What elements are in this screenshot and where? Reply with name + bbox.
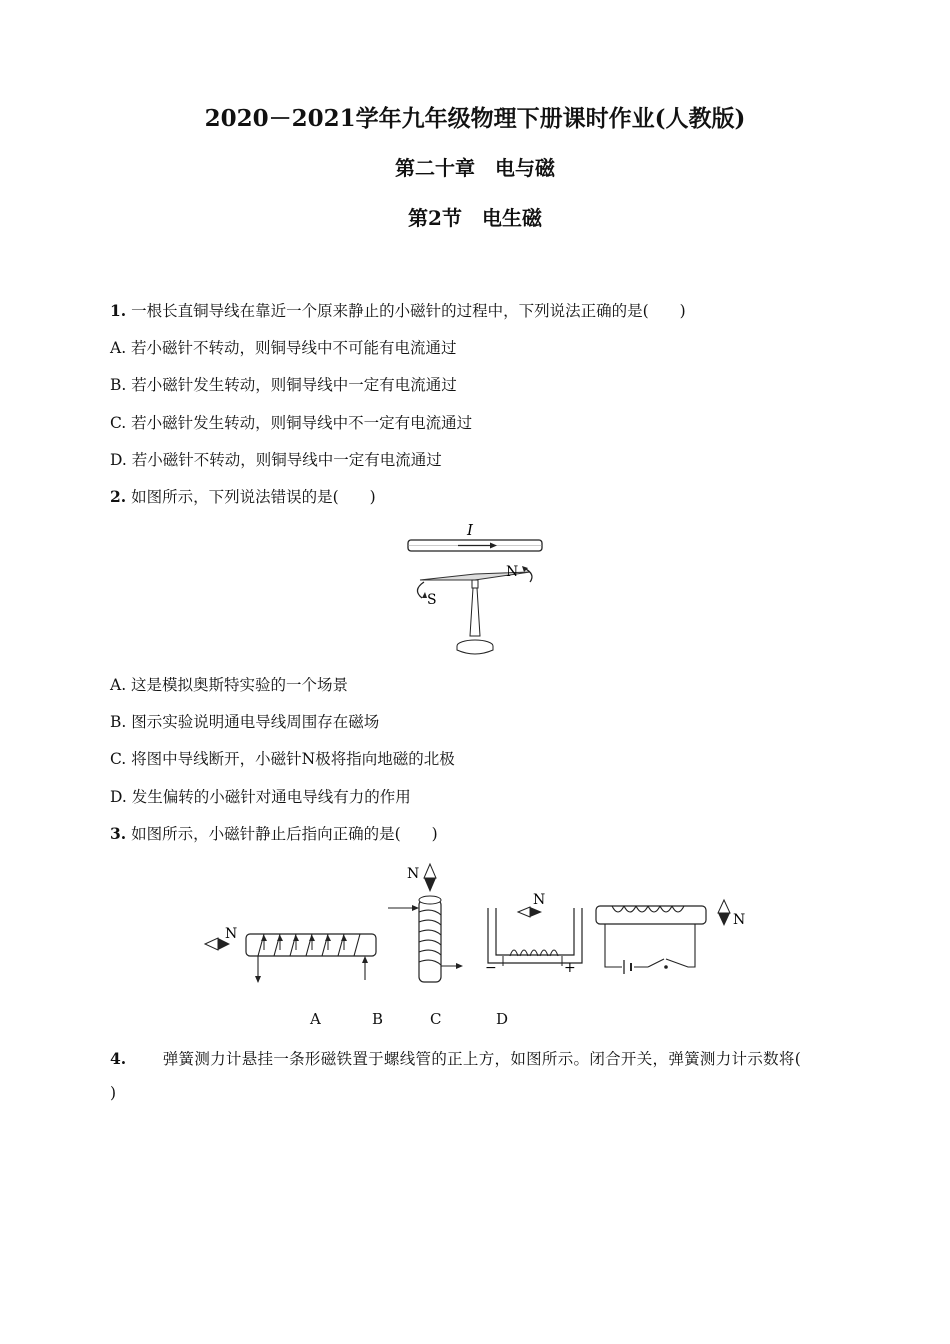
panel-label-d: D [496,1010,509,1028]
question-4-stem [110,1047,801,1069]
option-2d: D. 发生偏转的小磁针对通电导线有力的作用 [110,788,411,806]
option-1d: D. 若小磁针不转动，则铜导线中一定有电流通过 [110,451,442,469]
panel-d-solenoid [596,900,745,974]
rotation-arrow-left [417,582,424,598]
question-3-stem [110,822,438,844]
oersted-experiment-figure [400,518,550,663]
plus-label: + [564,960,576,976]
option-1c: C. 若小磁针发生转动，则铜导线中不一定有电流通过 [110,414,473,432]
north-label: N [533,892,546,908]
north-label: N [506,564,519,580]
option-2a: A. 这是模拟奥斯特实验的一个场景 [110,676,349,694]
north-label: N [407,866,420,882]
page-title: 2020－2021学年九年级物理下册课时作业(人教版) [204,105,746,132]
question-1-stem [110,299,686,321]
panel-b-solenoid [388,864,463,982]
question-text: 弹簧测力计悬挂一条形磁铁置于螺线管的正上方，如图所示。闭合开关，弹簧测力计示数将( [131,1050,802,1068]
chapter-title: 第二十章 电与磁 [395,156,555,180]
question-number: 3. [110,824,127,843]
option-2b: B. 图示实验说明通电导线周围存在磁场 [110,713,380,731]
panel-label-b: B [372,1010,384,1028]
section-title: 第2节 电生磁 [408,206,542,230]
option-2c: C. 将图中导线断开，小磁针N极将指向地磁的北极 [110,750,455,768]
panel-c-solenoid [485,892,582,976]
question-text: 一根长直铜导线在靠近一个原来静止的小磁针的过程中，下列说法正确的是( ) [131,302,686,320]
question-text: 如图所示，小磁针静止后指向正确的是( ) [131,825,438,843]
question-number: 2. [110,487,127,506]
minus-label: − [485,960,497,976]
solenoid-compass-figure [200,860,760,995]
panel-label-a: A [310,1010,321,1028]
question-number: 1. [110,301,127,320]
question-2-stem [110,485,376,507]
needle-stand [470,588,480,636]
option-1a: A. 若小磁针不转动，则铜导线中不可能有电流通过 [110,339,457,357]
option-1b: B. 若小磁针发生转动，则铜导线中一定有电流通过 [110,376,457,394]
north-label: N [733,912,746,928]
question-number: 4. [110,1049,127,1068]
current-label: I [467,521,473,539]
north-label: N [225,926,238,942]
panel-label-c: C [430,1010,442,1028]
question-4-stem-cont: ) [110,1084,117,1102]
question-text: 如图所示，下列说法错误的是( ) [131,488,376,506]
panel-a-solenoid [205,926,376,983]
south-label: S [427,592,437,608]
